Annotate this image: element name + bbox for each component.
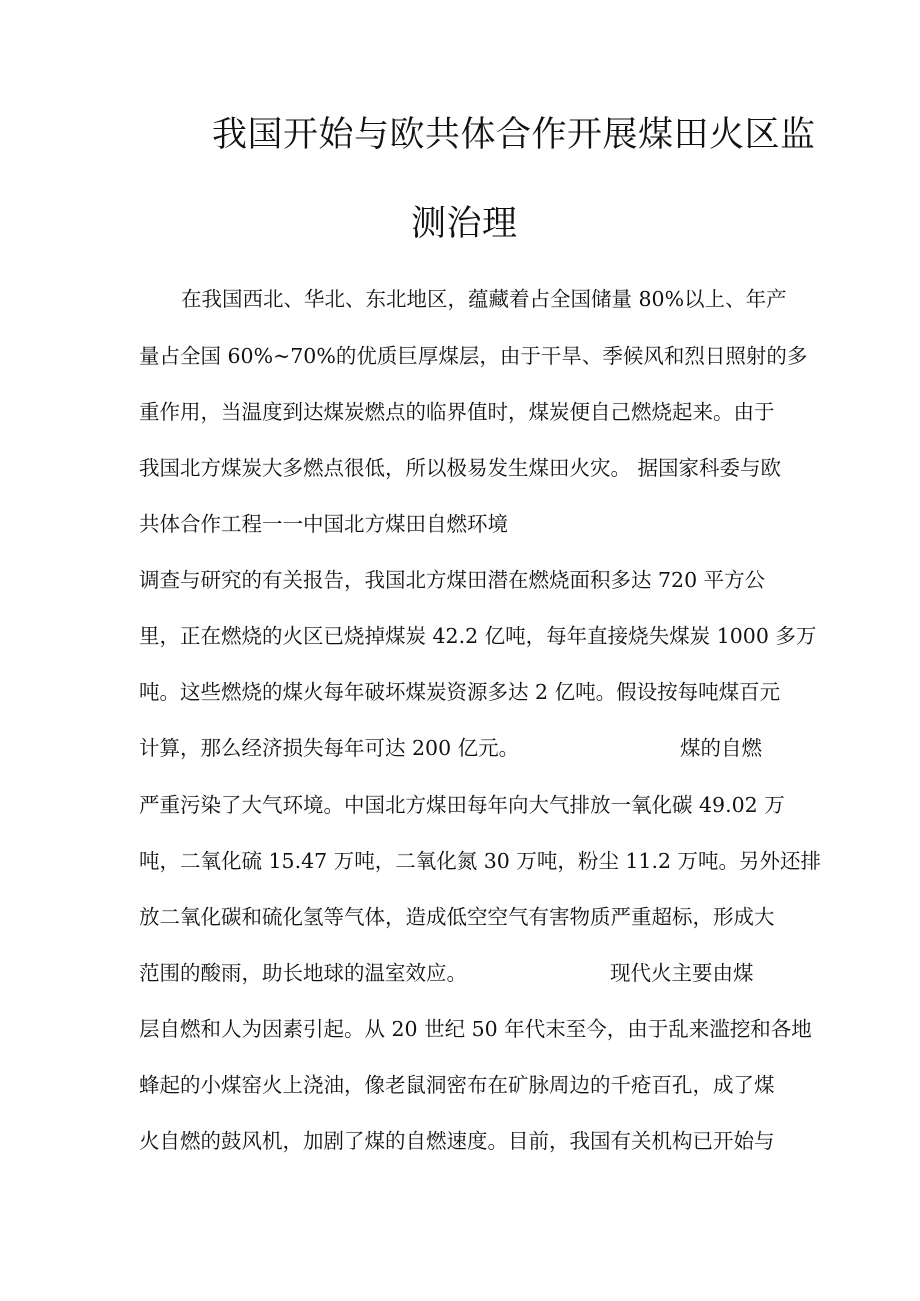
document-title-line-1: 我国开始与欧共体合作开展煤田火区监: [212, 115, 816, 155]
body-line: 里，正在燃烧的火区已烧掉煤炭 42.2 亿吨，每年直接烧失煤炭 1000 多万: [139, 624, 817, 648]
body-line: 共体合作工程一一中国北方煤田自燃环境: [139, 512, 508, 536]
body-line: 在我国西北、华北、东北地区，蕴藏着占全国储量 80%以上、年产: [181, 287, 787, 311]
body-line: 我国北方煤炭大多燃点很低，所以极易发生煤田火灾。 据国家科委与欧: [139, 456, 782, 480]
body-line: 火自燃的鼓风机，加剧了煤的自燃速度。目前，我国有关机构已开始与: [139, 1129, 775, 1153]
body-line: 严重污染了大气环境。中国北方煤田每年向大气排放一氧化碳 49.02 万: [139, 793, 785, 817]
body-line: 重作用，当温度到达煤炭燃点的临界值时，煤炭便自己燃烧起来。由于: [139, 400, 775, 424]
body-line: 量占全国 60%~70%的优质巨厚煤层，由于干旱、季候风和烈日照射的多: [139, 344, 808, 368]
body-line: 调查与研究的有关报告，我国北方煤田潜在燃烧面积多达 720 平方公: [139, 568, 766, 592]
document-title-line-2: 测治理: [411, 204, 518, 244]
body-line: 吨。这些燃烧的煤火每年破坏煤炭资源多达 2 亿吨。假设按每吨煤百元: [139, 680, 781, 704]
body-line: 计算，那么经济损失每年可达 200 亿元。: [139, 736, 520, 760]
body-line-fragment: 现代火主要由煤: [610, 961, 754, 985]
body-line-fragment: 煤的自燃: [680, 736, 762, 760]
body-line: 放二氧化碳和硫化氢等气体，造成低空空气有害物质严重超标，形成大: [139, 905, 775, 929]
body-line: 层自燃和人为因素引起。从 20 世纪 50 年代末至今，由于乱来滥挖和各地: [139, 1017, 812, 1041]
body-line: 范围的酸雨，助长地球的温室效应。: [139, 961, 467, 985]
body-line: 蜂起的小煤窑火上浇油，像老鼠洞密布在矿脉周边的千疮百孔，成了煤: [139, 1073, 775, 1097]
body-line: 吨，二氧化硫 15.47 万吨，二氧化氮 30 万吨，粉尘 11.2 万吨。另外还排: [139, 849, 822, 873]
